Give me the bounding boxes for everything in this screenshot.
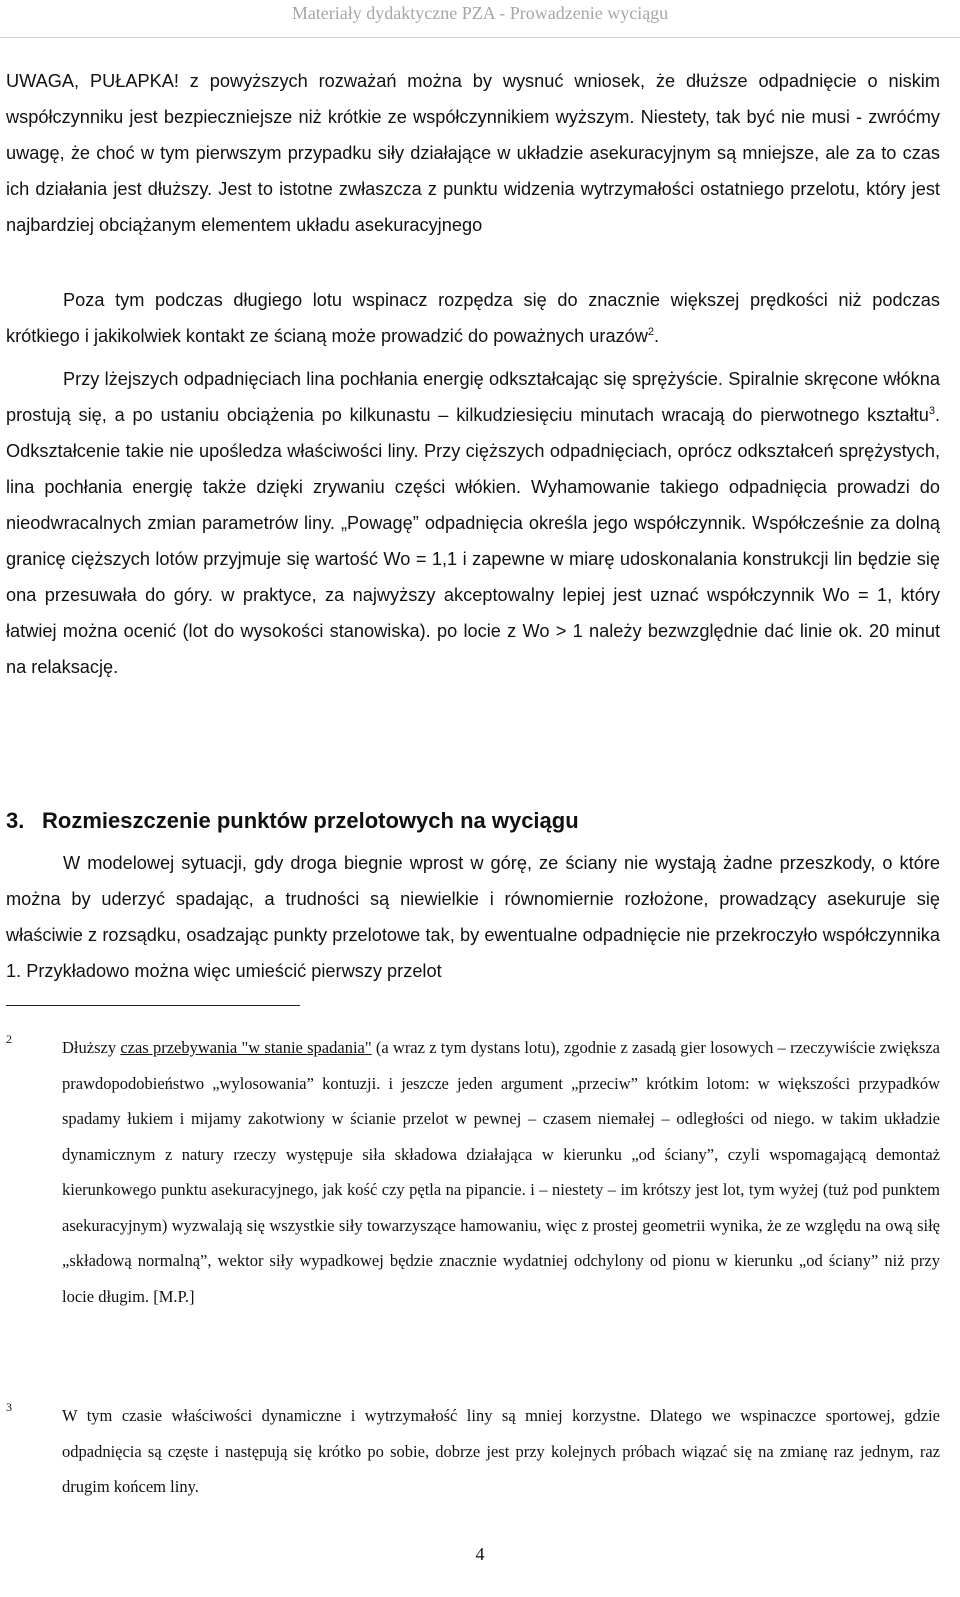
footnote-ref-3[interactable]: 3 [928,404,935,417]
paragraph-long-fall [6,282,940,354]
paragraph-model-situation [6,845,940,989]
paragraph-long-fall-end: . [654,326,660,346]
paragraph-warning-text: UWAGA, PUŁAPKA! z powyższych rozważań można by wysnuć wniosek, że dłuższe odpadnięcie o niskim współczynniku jest bezpieczniejsze niż krótkie ze współczynnikiem wyższym. Niestety, tak być nie musi - zwróćmy uwagę, że choć w tym pierwszym przypadku siły działające w układzie asekuracyjnym są mniejsze, ale za to czas ich działania jest dłuższy. Jest to istotne zwłaszcza z punktu widzenia wytrzymałości ostatniego przelotu, który jest najbardziej obciążanym elementem układu asekuracyjnego [6,71,940,235]
footnote-2 [62,1030,940,1314]
running-header-title: Materiały dydaktyczne PZA - Prowadzenie wyciągu [291,3,669,23]
paragraph-rope-energy-text-1: Przy lżejszych odpadnięciach lina pochłania energię odkształcając się sprężyście. Spiralnie skręcone włókna prostują się, a po ustaniu obciążenia po kilkunastu – kilkudziesięciu minutach wracają do pierwotnego kształtu [6,369,940,425]
header-rule [0,37,960,38]
footnote-2-lead: Dłuższy [62,1038,121,1057]
footnote-separator [6,1005,300,1006]
section-title: Rozmieszczenie punktów przelotowych na wyciągu [42,808,579,833]
footnote-3 [62,1398,940,1505]
footnote-3-mark: 3 [6,1400,12,1414]
paragraph-rope-energy-text-2: . Odkształcenie takie nie upośledza właściwości liny. Przy cięższych odpadnięciach, oprócz odkształceń sprężystych, lina pochłania energię także dzięki zrywaniu części włókien. Wyhamowanie takiego odpadnięcia prowadzi do nieodwracalnych zmian parametrów liny. „Powagę” odpadnięcia określa jego współczynnik. Współcześnie za dolną granicę cięższych lotów przyjmuje się wartość Wo = 1,1 i zapewne w miarę udoskonalania konstrukcji lin będzie się ona przesuwała do góry. w praktyce, za najwyższy akceptowalny lepiej jest uznać współczynnik Wo = 1, który łatwiej można ocenić (lot do wysokości stanowiska). po locie z Wo > 1 należy bezwzględnie dać linie ok. 20 minut na relaksację. [6,405,940,677]
section-number: 3. [6,808,25,833]
footnote-ref-2[interactable]: 2 [647,325,655,338]
section-heading [6,806,579,836]
footnote-2-text: (a wraz z tym dystans lotu), zgodnie z zasadą gier losowych – rzeczywiście zwiększa prawdopodobieństwo „wylosowania” kontuzji. i jeszcze jeden argument „przeciw” krótkim lotom: w większości przypadków spadamy łukiem i mijamy zakotwiony w ścianie przelot w pewnej – czasem niemałej – odległości od niego. w takim układzie dynamicznym z natury rzeczy występuje siła składowa działająca w kierunku „od ściany”, czyli wspomagającą demontaż kierunkowego punktu asekuracyjnego, jak kość czy pętla na pipancie. i – niestety – im krótszy jest lot, tym wyżej (tuż pod punktem asekuracyjnym) wyzwalają się wszystkie siły towarzyszące hamowaniu, więc z prostej geometrii wynika, że ze względu na ową siłę „składową normalną”, wektor siły wypadkowej będzie znacznie wydatniej odchylony od pionu w kierunku „od ściany” niż przy locie długim. [M.P.] [62,1038,941,1306]
paragraph-warning [6,63,940,243]
paragraph-model-situation-text: W modelowej sytuacji, gdy droga biegnie wprost w górę, ze ściany nie wystają żadne przeszkody, o które można by uderzyć spadając, a trudności są niewielkie i równomiernie rozłożone, prowadzący asekuruje się właściwie z rozsądku, osadzając punkty przelotowe tak, by ewentualne odpadnięcie nie przekroczyło współczynnika 1. Przykładowo można więc umieścić pierwszy przelot [6,853,940,981]
paragraph-long-fall-text: Poza tym podczas długiego lotu wspinacz rozpędza się do znacznie większej prędkości niż podczas krótkiego i jakikolwiek kontakt ze ścianą może prowadzić do poważnych urazów [6,290,940,346]
paragraph-rope-energy [6,361,940,685]
footnote-2-underlined: czas przebywania "w stanie spadania" [120,1038,372,1057]
footnote-3-text: W tym czasie właściwości dynamiczne i wytrzymałość liny są mniej korzystne. Dlatego we wspinaczce sportowej, gdzie odpadnięcia są częste i następują się krótko po sobie, dobrze jest przy kolejnych próbach wiązać się na zmianę raz jednym, raz drugim końcem liny. [62,1406,940,1496]
page-number: 4 [475,1544,485,1564]
running-header [0,0,960,38]
footnote-2-mark: 2 [6,1032,12,1046]
